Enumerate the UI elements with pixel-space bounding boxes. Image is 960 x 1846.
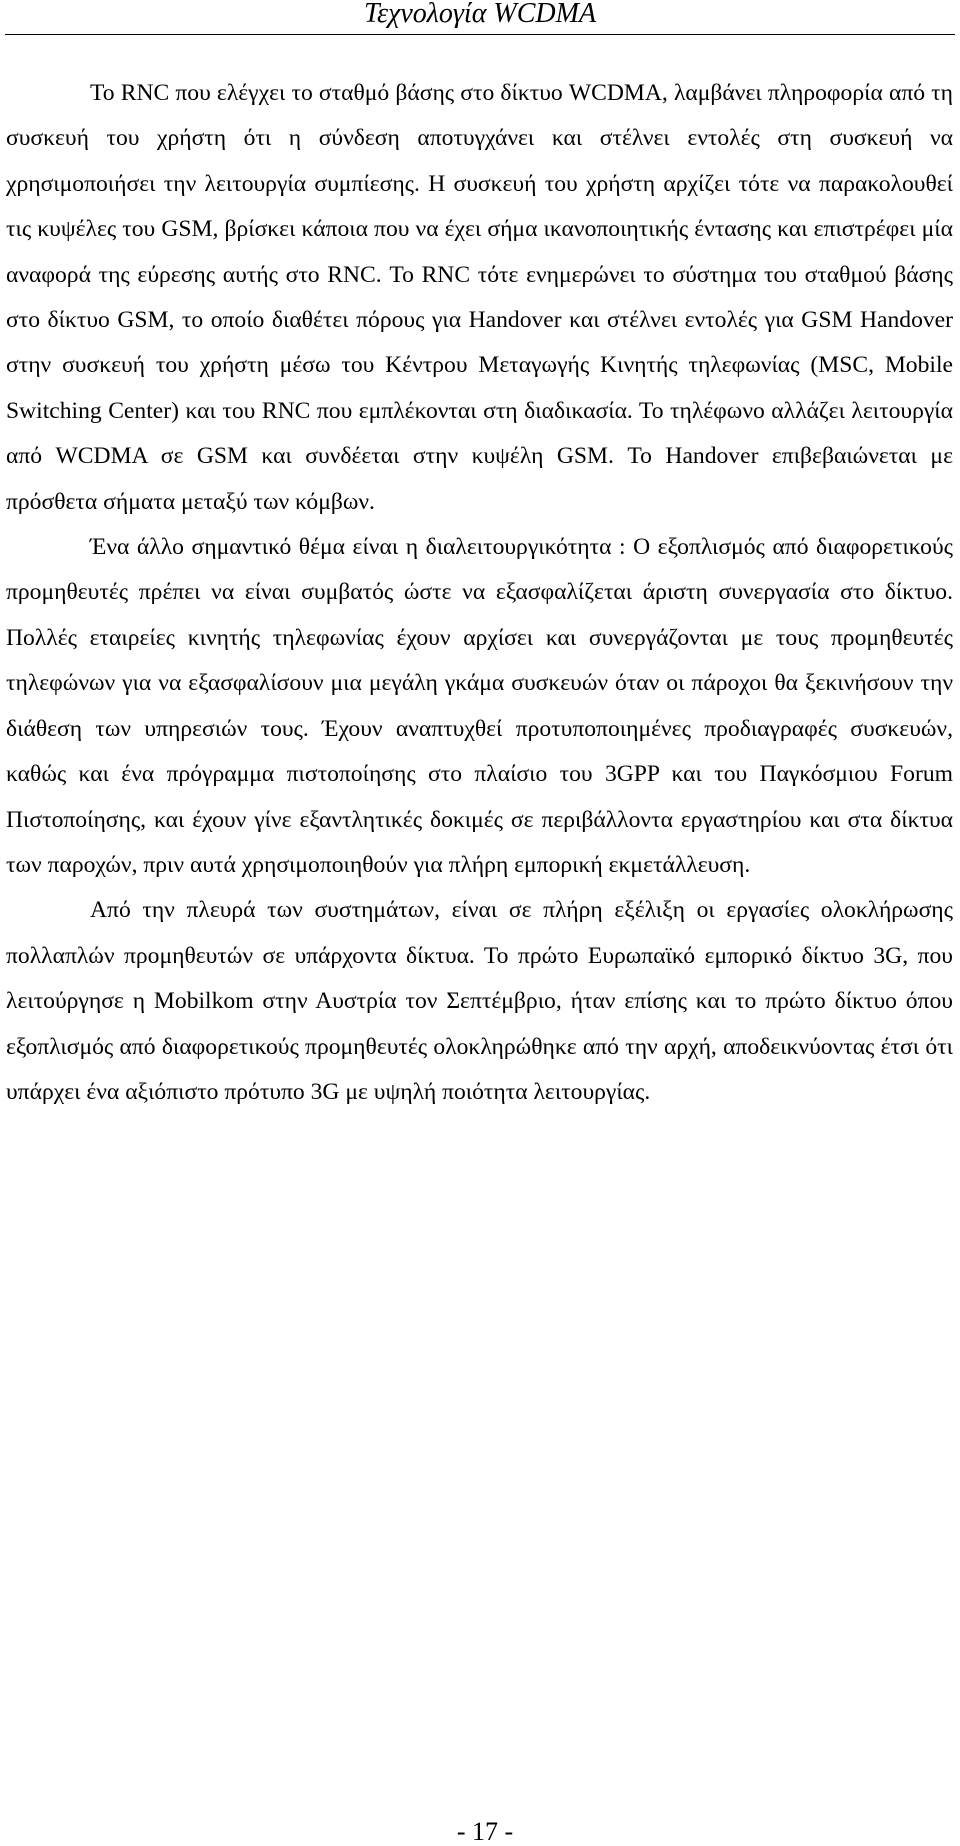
paragraph-systems: Από την πλευρά των συστημάτων, είναι σε πλήρη εξέλιξη οι εργασίες ολοκλήρωσης πολλαπλών προμηθευτών σε υπάρχοντα δίκτυα. Το πρώτο Ευρωπαϊκό εμπορικό δίκτυο 3G, που λειτούργησε η Mobilkom στην Αυστρία τον Σεπτέμβριο, ήταν επίσης και το πρώτο δίκτυο όπου εξοπλισμός από διαφορετικούς προμηθευτές ολοκληρώθηκε από την αρχή, αποδεικνύοντας έτσι ότι υπάρχει ένα αξιόπιστο πρότυπο 3G με υψηλή ποιότητα λειτουργίας.: [6, 897, 953, 1105]
paragraph-handover: Το RNC που ελέγχει το σταθμό βάσης στο δίκτυο WCDMA, λαμβάνει πληροφορία από τη συσκευή του χρήστη ότι η σύνδεση αποτυγχάνει και στέλνει εντολές στη συσκευή να χρησιμοποιήσει την λειτουργία συμπίεσης. Η συσκευή του χρήστη αρχίζει τότε να παρακολουθεί τις κυψέλες του GSM, βρίσκει κάποια που να έχει σήμα ικανοποιητικής έντασης και επιστρέφει μία αναφορά της εύρεσης αυτής στο RNC. Το RNC τότε ενημερώνει το σύστημα του σταθμού βάσης στο δίκτυο GSM, το οποίο διαθέτει πόρους για Handover και στέλνει εντολές για GSM Handover στην συσκευή του χρήστη μέσω του Κέντρου Μεταγωγής Κινητής τηλεφωνίας (MSC, Mobile Switching Center) και του RNC που εμπλέκονται στη διαδικασία. Το τηλέφωνο αλλάζει λειτουργία από WCDMA σε GSM και συνδέεται στην κυψέλη GSM. Το Handover επιβεβαιώνεται με πρόσθετα σήματα μεταξύ των κόμβων.: [6, 80, 953, 515]
page-number: - 17 -: [456, 1817, 514, 1846]
header-title: Τεχνολογία WCDMA: [363, 0, 597, 29]
page-footer: [0, 1819, 960, 1845]
paragraph-interoperability: Ένα άλλο σημαντικό θέμα είναι η διαλειτουργικότητα : Ο εξοπλισμός από διαφορετικούς προμηθευτές πρέπει να είναι συμβατός ώστε να εξασφαλίζεται άριστη συνεργασία στο δίκτυο. Πολλές εταιρείες κινητής τηλεφωνίας έχουν αρχίσει και συνεργάζονται με τους προμηθευτές τηλεφώνων για να εξασφαλίσουν μια μεγάλη γκάμα συσκευών όταν οι πάροχοι θα ξεκινήσουν την διάθεση των υπηρεσιών τους. Έχουν αναπτυχθεί προτυποποιημένες προδιαγραφές συσκευών, καθώς και ένα πρόγραμμα πιστοποίησης στο πλαίσιο του 3GPP και του Παγκόσμιου Forum Πιστοποίησης, και έχουν γίνε εξαντλητικές δοκιμές σε περιβάλλοντα εργαστηρίου και στα δίκτυα των παροχών, πριν αυτά χρησιμοποιηθούν για πλήρη εμπορική εκμετάλλευση.: [6, 534, 953, 878]
page-header: [5, 0, 955, 35]
body-text: [6, 71, 953, 1115]
